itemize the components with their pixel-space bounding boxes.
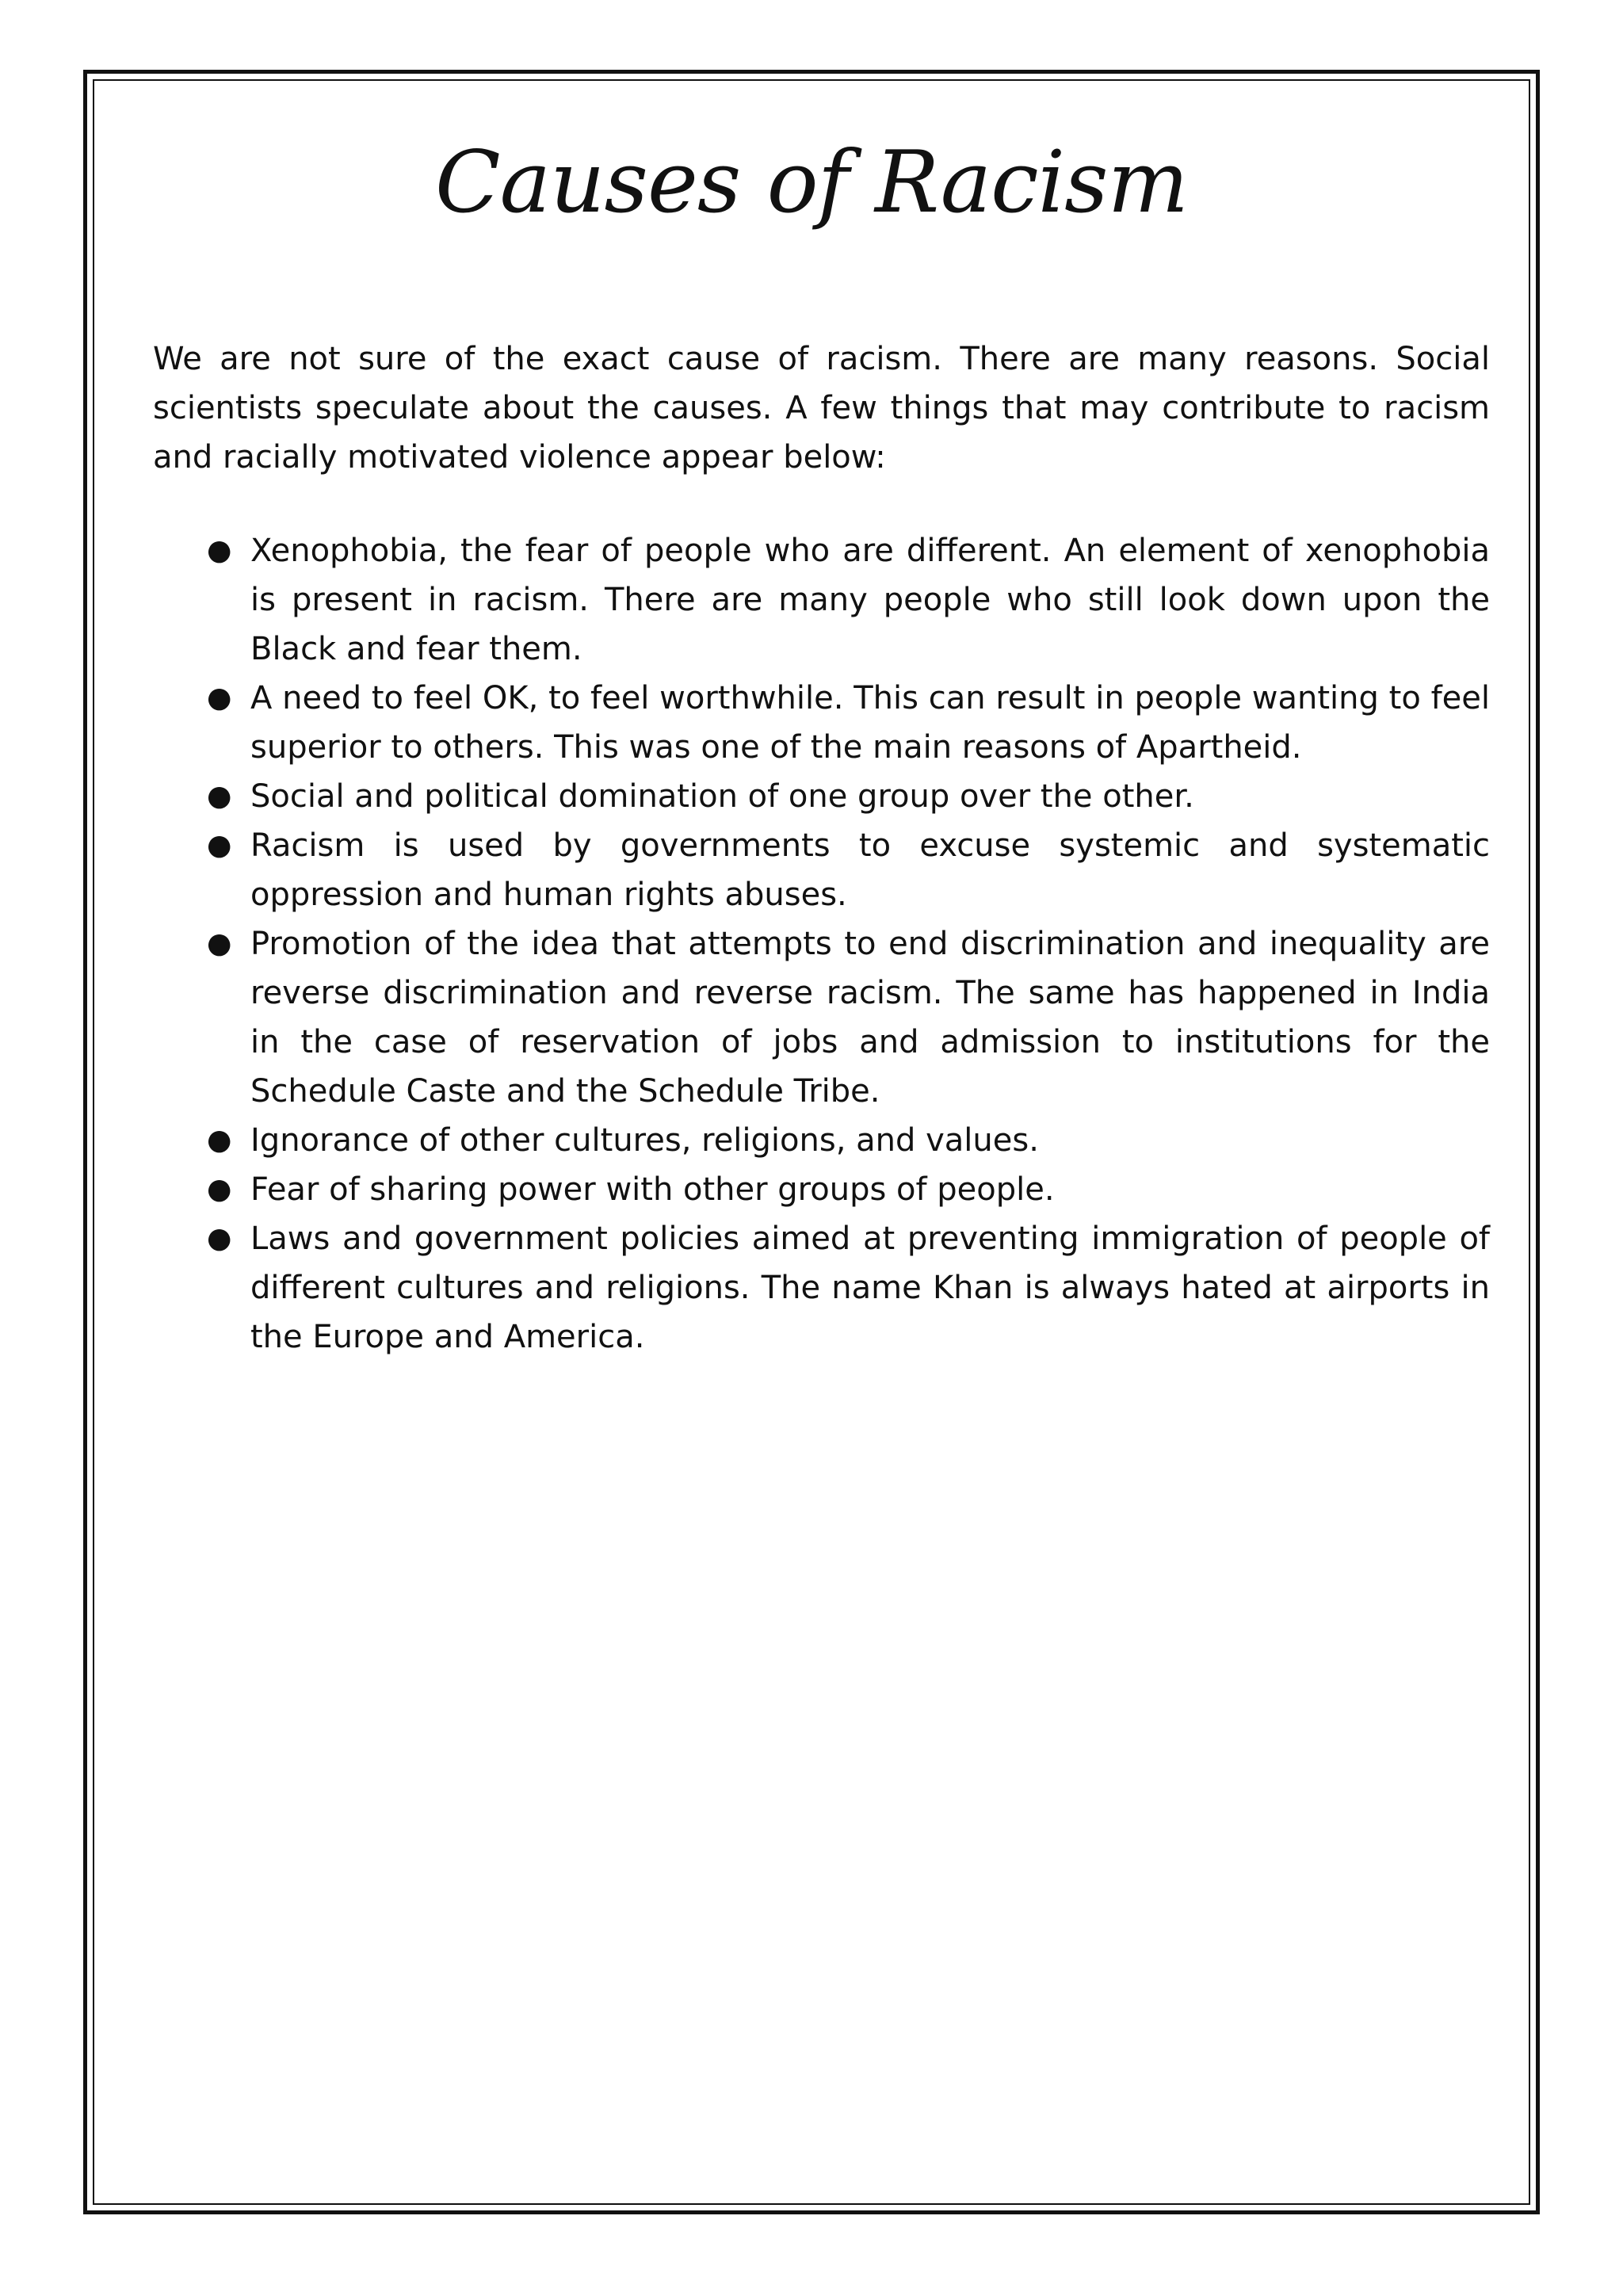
- bullet-icon: ●: [207, 1124, 232, 1156]
- list-item: [153, 1116, 1490, 1165]
- list-item: [153, 1165, 1490, 1214]
- list-item-text: Fear of sharing power with other groups of people.: [250, 1171, 1055, 1208]
- bullet-icon: ●: [207, 1173, 232, 1205]
- bullet-icon: ●: [207, 927, 232, 960]
- list-item: [153, 919, 1490, 1116]
- list-item: [153, 674, 1490, 772]
- list-item-text: Laws and government policies aimed at preventing immigration of people of different cultures and religions. The name Khan is always hated at airports in the Europe and America.: [250, 1221, 1490, 1355]
- list-item-text: A need to feel OK, to feel worthwhile. This can result in people wanting to feel superior to others. This was one of the main reasons of Apartheid.: [250, 680, 1490, 766]
- list-item-text: Promotion of the idea that attempts to end discrimination and inequality are reverse discrimination and reverse racism. The same has happened in India in the case of reservation of jobs and admission to institutions for the Schedule Caste and the Schedule Tribe.: [250, 926, 1490, 1110]
- list-item: [153, 821, 1490, 919]
- intro-paragraph: We are not sure of the exact cause of racism. There are many reasons. Social scientists speculate about the causes. A few things that may contribute to racism and racially motivated violence appear below:: [153, 341, 1490, 476]
- list-item-text: Xenophobia, the fear of people who are different. An element of xenophobia is present in racism. There are many people who still look down upon the Black and fear them.: [250, 533, 1490, 667]
- bullet-icon: ●: [207, 682, 232, 714]
- list-item-text: Ignorance of other cultures, religions, and values.: [250, 1122, 1039, 1159]
- bullet-icon: ●: [207, 1222, 232, 1255]
- list-item-text: Social and political domination of one group over the other.: [250, 778, 1194, 815]
- list-item-text: Racism is used by governments to excuse systemic and systematic oppression and human rights abuses.: [250, 827, 1490, 913]
- list-item: [153, 526, 1490, 674]
- list-item: [153, 772, 1490, 821]
- causes-list: [153, 526, 1490, 1362]
- bullet-icon: ●: [207, 780, 232, 812]
- page-title: Causes of Racism: [434, 133, 1189, 232]
- list-item: [153, 1214, 1490, 1362]
- bullet-icon: ●: [207, 534, 232, 567]
- bullet-icon: ●: [207, 829, 232, 861]
